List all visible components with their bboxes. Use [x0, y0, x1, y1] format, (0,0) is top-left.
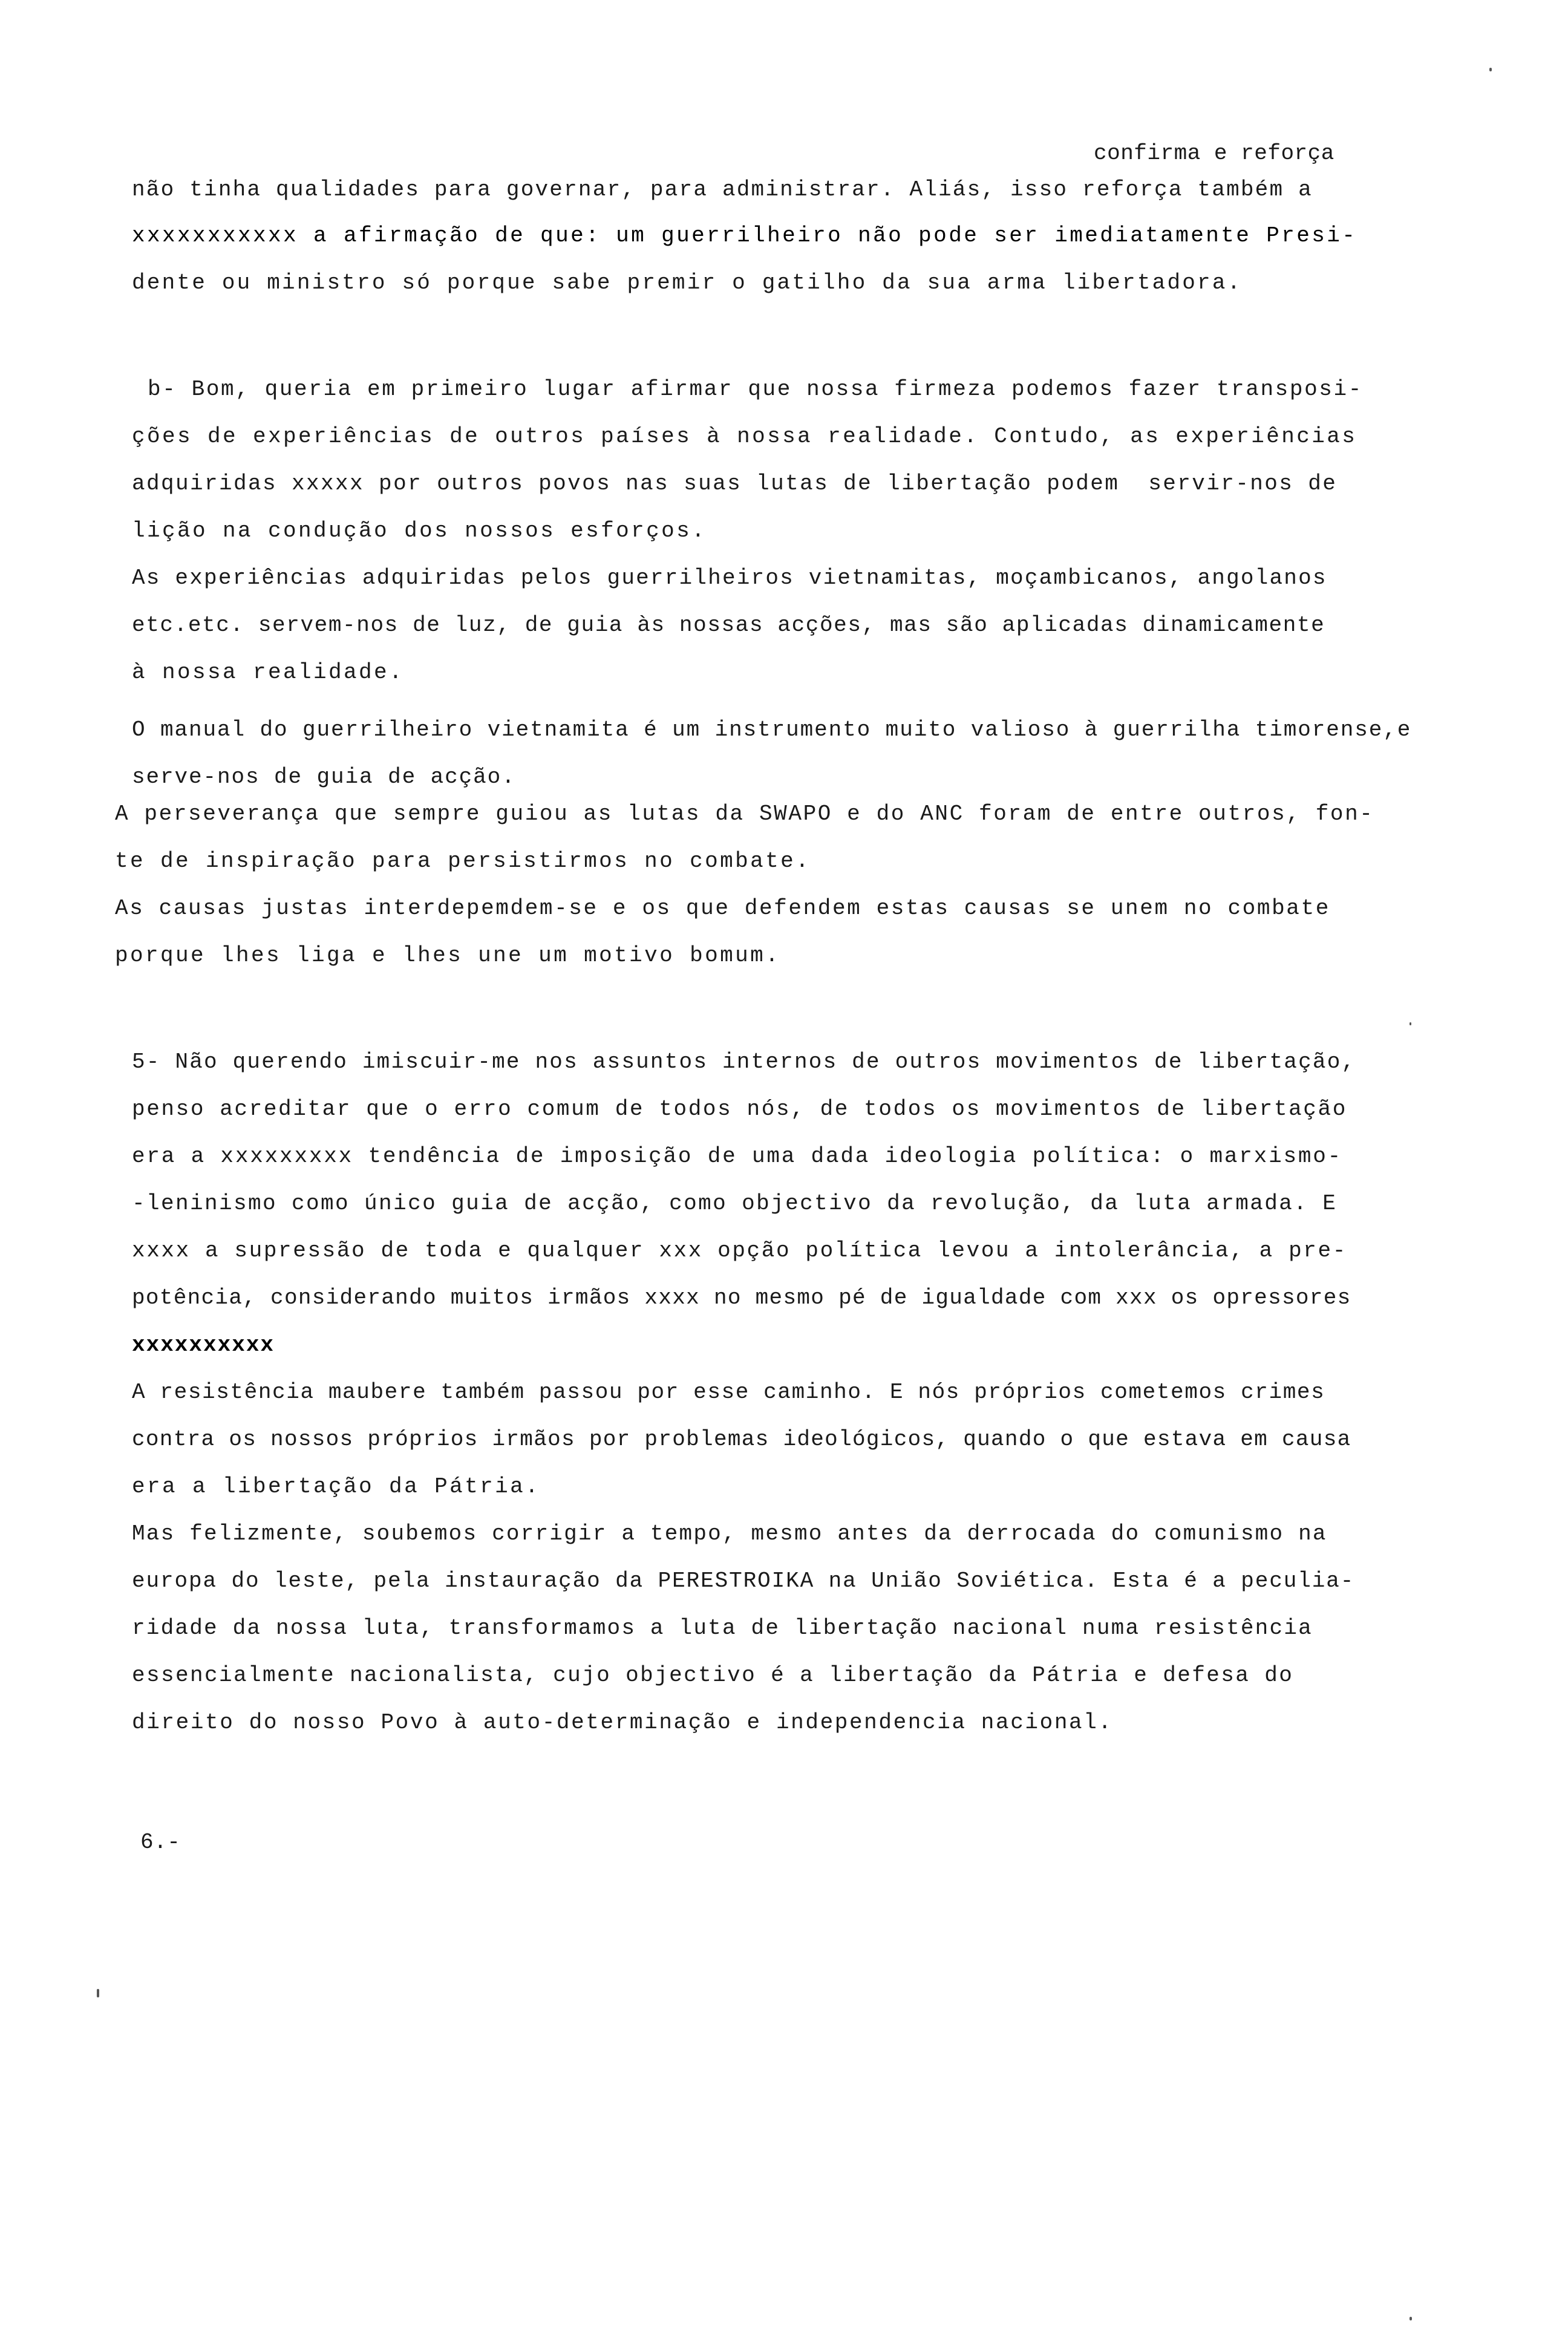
scan-speck	[97, 1989, 99, 1997]
text-line: direito do nosso Povo à auto-determinação e independencia nacional.	[132, 1710, 1113, 1735]
text-line: era a xxxxxxxxx tendência de imposição de uma dada ideologia política: o marxismo-	[132, 1144, 1343, 1169]
text-line: te de inspiração para persistirmos no combate.	[115, 849, 811, 873]
text-line: xxxxxxxxxxx a afirmação de que: um guerrilheiro não pode ser imediatamente Presi-	[132, 223, 1357, 248]
text-line: porque lhes liga e lhes une um motivo bomum.	[115, 943, 781, 968]
text-line: A resistência maubere também passou por esse caminho. E nós próprios cometemos crimes	[132, 1380, 1325, 1405]
item-number: 6.-	[140, 1830, 181, 1855]
text-line: b- Bom, queria em primeiro lugar afirmar que nossa firmeza podemos fazer transposi-	[148, 377, 1363, 402]
text-line: dente ou ministro só porque sabe premir o gatilho da sua arma libertadora.	[132, 270, 1243, 295]
text-line: europa do leste, pela instauração da PERESTROIKA na União Soviética. Esta é a peculia-	[132, 1569, 1355, 1593]
text-line: ções de experiências de outros países à nossa realidade. Contudo, as experiências	[132, 424, 1357, 449]
text-line: As experiências adquiridas pelos guerrilheiros vietnamitas, moçambicanos, angolanos	[132, 566, 1327, 590]
scan-speck	[1410, 2317, 1412, 2320]
text-line: penso acreditar que o erro comum de todos nós, de todos os movimentos de libertação	[132, 1097, 1347, 1122]
header-tail: confirma e reforça	[1094, 141, 1334, 166]
text-line: potência, considerando muitos irmãos xxxx no mesmo pé de igualdade com xxx os opressores	[132, 1285, 1351, 1310]
text-line: contra os nossos próprios irmãos por problemas ideológicos, quando o que estava em causa	[132, 1427, 1351, 1452]
text-line: Mas felizmente, soubemos corrigir a tempo, mesmo antes da derrocada do comunismo na	[132, 1521, 1327, 1546]
text-line: lição na condução dos nossos esforços.	[132, 518, 707, 543]
scan-speck	[1489, 68, 1492, 71]
text-line: O manual do guerrilheiro vietnamita é um instrumento muito valioso à guerrilha timorense,e serve-nos de guia de acção.	[132, 717, 1412, 789]
text-line: etc.etc. servem-nos de luz, de guia às nossas acções, mas são aplicadas dinamicamente	[132, 613, 1325, 638]
text-line: A perseverança que sempre guiou as lutas da SWAPO e do ANC foram de entre outros, fon-	[115, 802, 1374, 826]
text-line: 5- Não querendo imiscuir-me nos assuntos internos de outros movimentos de libertação,	[132, 1050, 1356, 1074]
text-line: -leninismo como único guia de acção, como objectivo da revolução, da luta armada. E	[132, 1191, 1338, 1216]
text-line: adquiridas xxxxx por outros povos nas suas lutas de libertação podem servir-nos de	[132, 471, 1338, 496]
scan-speck	[1410, 1022, 1411, 1025]
text-line: xxxx a supressão de toda e qualquer xxx opção política levou a intolerância, a pre-	[132, 1238, 1347, 1263]
text-line: As causas justas interdepemdem-se e os que defendem estas causas se unem no combate	[115, 896, 1330, 921]
text-line: era a libertação da Pátria.	[132, 1474, 541, 1499]
text-line: essencialmente nacionalista, cujo objectivo é a libertação da Pátria e defesa do	[132, 1663, 1294, 1688]
text-line: à nossa realidade.	[132, 660, 405, 685]
text-line: não tinha qualidades para governar, para administrar. Aliás, isso reforça também a	[132, 177, 1313, 202]
text-line: ridade da nossa luta, transformamos a luta de libertação nacional numa resistência	[132, 1616, 1313, 1641]
struck-text-line: xxxxxxxxxx	[132, 1333, 275, 1357]
